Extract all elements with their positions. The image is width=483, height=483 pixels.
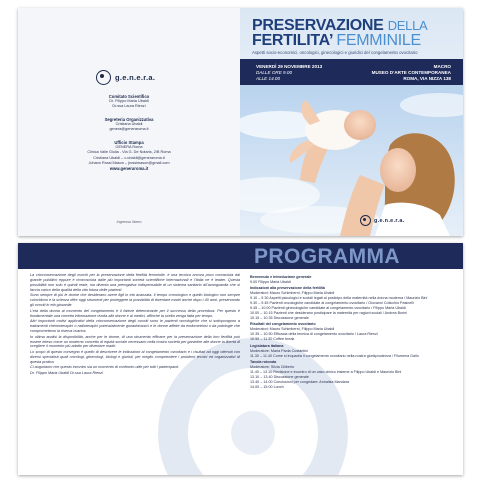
website-link: www.generaroma.it	[109, 166, 149, 172]
schedule-item: 14.00 – 15.00 Lunch	[250, 384, 284, 389]
title-word-preservazione: PRESERVAZIONE	[252, 17, 384, 34]
schedule-item: Moderatore: Silvia Ciliberto	[250, 365, 295, 370]
genera-logo-icon	[360, 215, 371, 226]
intro-paragraph: Lo scopo di questo convegno è quello di descrivere le indicazioni al congelamento ovocitario e i risultati ad oggi ottenuti con diversi specialisti quali oncologi, ginecologi, biologi e giuristi, per meglio comprendere i problemi tecnici ed organizzativi di questa pratica.	[30, 350, 240, 364]
intro-paragraph: L’età della donna al momento del congelamento è il fattore determinante per il successo della procedura. Per questo è fondamentale una corretta informazione rivolta alle donne e ai medici, affinché la scelta venga fatta per tempo.	[30, 308, 240, 318]
title-word-fertilita: FERTILITA’	[252, 32, 333, 49]
inside-left-panel	[18, 8, 240, 236]
intro-paragraph: Ci auguriamo che questo incontro sia un momento di confronto utile per tutti i partecipanti.	[30, 365, 180, 370]
schedule-item: Moderatore: Maria Paola Costantini	[250, 348, 309, 353]
event-venue	[372, 64, 451, 81]
comitato-block	[38, 94, 220, 110]
schedule-item: 9.00 Filippo Maria Ubaldi	[250, 279, 291, 284]
segreteria-block	[38, 117, 220, 133]
schedule-item: 10.50 – 11.30 Coffee break	[250, 337, 295, 342]
ufficio-stampa-line: Clinica Valle Giulia - Via G. De Notaris, 2/B Roma	[87, 150, 171, 155]
ingresso-libero-note: Ingresso libero	[116, 220, 142, 224]
event-date	[256, 64, 322, 81]
ufficio-stampa-heading: Ufficio Stampa	[114, 140, 144, 145]
schedule-item: 10.00 – 10.15 Pazienti che desiderano posticipare la maternità per ragioni sociali / Andrea Borini	[250, 310, 408, 315]
cover-genera-logo	[360, 215, 405, 226]
cover-panel	[240, 8, 463, 236]
segreteria-heading: Segreteria Organizzativa	[104, 117, 154, 122]
intro-paragraph: Dr. Filippo Maria Ubaldi Dr.ssa Laura Rienzi	[30, 371, 103, 376]
schedule-item: 9.10 – 9.30 Aspetti psicologici e sociali legati al posticipo della maternità nella donna moderna / Maurizio Bini	[250, 296, 428, 300]
programma-schedule	[250, 273, 455, 390]
ufficio-stampa-line: Cristiana Ubaldi – c.ubaldi@generaroma.it	[93, 155, 165, 160]
schedule-item: 11.30 – 11.40 Come si inquadra il congelamento ovocitario nella nostra giurisprudenza / Filomena Gallo	[250, 353, 419, 358]
cover-title-line2	[252, 32, 421, 50]
venue-name: MACRO	[433, 64, 451, 69]
intro-paragraph: La crioconservazione degli ovociti per la preservazione della fertilità femminile, è una tecnica ancora poco conosciuta dal grande pubblico eppure è riconosciuta dalle più importanti società scientifiche internazionali e l’Italia ne è leader. Questa possibilità non solo è quindi reale, ma diventa una prerogativa indispensabile di un sistema sanitario all’avanguardia che si faccia carico della qualità della vita futura delle pazienti.	[30, 273, 240, 292]
schedule-item: 9.30 – 9.45 Pazienti oncologiche candidate al congelamento ovocitario / Giovanni Coticchio Pasinelli	[250, 300, 414, 305]
comitato-heading: Comitato Scientifico	[108, 94, 150, 99]
schedule-item: Moderatori: Mauro Schimberni, Filippo Maria Ubaldi	[250, 291, 335, 296]
cover-genera-logo-text: g.e.n.e.r.a.	[374, 217, 405, 224]
comitato-name: Dr. Filippo Maria Ubaldi	[109, 99, 149, 104]
segreteria-line: Cristiana Ubaldi	[115, 122, 143, 127]
schedule-item: 13.40 – 14.00 Conclusioni per congedare: Annalisa Mandara	[250, 380, 350, 385]
brochure-cover-sheet	[18, 8, 463, 236]
ufficio-stampa-block	[38, 140, 220, 171]
cover-subtitle: Aspetti socio-economici, oncologici, ginecologici e giuridici del congelamento ovocitario	[252, 50, 418, 55]
title-word-femminile: FEMMINILE	[336, 32, 421, 49]
schedule-item: 11.40 – 13.10 Revisione e incontro di un caso clinico insieme a Filippo Ubaldi e Maurizio Bini	[250, 370, 402, 375]
intro-paragraph: Sono sempre di più le donne che desiderano avere figli in età avanzata. Il tempo cronologico e quello biologico non sempre coincidono e la scienza offre oggi strumenti per proteggere la possibilità di diventare madri anche dopo i 40 anni, preservando gli ovociti in età giovanile.	[30, 293, 240, 308]
event-date-day: VENERDÌ 29 NOVEMBRE 2013	[256, 64, 323, 69]
mother-baby-photo	[240, 85, 463, 236]
schedule-item: 10.15 – 10.35 Discussione generale	[250, 315, 309, 320]
ufficio-stampa-line: GENERA Roma	[115, 145, 143, 150]
event-time-start: DALLE ORE 9.00	[256, 69, 293, 75]
event-time-end: ALLE 14.00	[256, 75, 281, 81]
title-word-della: DELLA	[387, 18, 428, 33]
ufficio-stampa-line: Johann Rossi Mason – jrossimason@gmail.com	[88, 160, 170, 165]
schedule-section-heading: Legislatura italiana	[250, 343, 284, 348]
schedule-item: 10.35 – 10.50 Efficacia della tecnica di congelamento ovocitario / Laura Rienzi	[250, 332, 378, 337]
schedule-item: Moderatori: Mauro Schimberni, Filippo Maria Ubaldi	[250, 327, 335, 332]
genera-logo-icon	[96, 70, 111, 85]
schedule-section-heading: Indicazioni alla preservazione della fertilità	[250, 286, 325, 291]
programma-introduction	[30, 273, 240, 377]
schedule-section-heading: Benvenuto e Introduzione generale	[250, 274, 312, 279]
segreteria-line: genera@generaroma.it	[109, 127, 149, 132]
venue-museum: MUSEO D’ARTE CONTEMPORANEA	[371, 69, 451, 75]
schedule-section-heading: Risultati del congelamento ovocitario	[250, 322, 316, 327]
genera-logo-text: g.e.n.e.r.a.	[115, 73, 156, 82]
schedule-item: 9.45 – 10.00 Pazienti ginecologiche candidate al congelamento ovocitario / Filippo Maria Ubaldi	[250, 305, 406, 310]
intro-paragraph: Altri importanti motivi applicativi della crioconservazione degli ovociti sono le pazienti oncologiche che si sottopongono a trattamenti chemioterapici o radioterapici potenzialmente gonadotossici e le donne affette da endometriosi o da patologie che compromettono la riserva ovarica.	[30, 319, 240, 334]
schedule-section-heading: Tavola rotonda	[250, 360, 277, 365]
schedule-item: 13.10 – 13.40 Discussione generale	[250, 375, 309, 380]
intro-paragraph: In ultima analisi la disponibilità, anche per le donne, di una strumento efficace per la preservazione della loro fertilità può essere inteso come un moderno concetto di equità sociale necessario nella nostra società per garantire alle donne la libertà di scegliere il momento più adatto per diventare madri.	[30, 334, 240, 349]
genera-logo	[96, 70, 155, 85]
programma-title: PROGRAMMA	[254, 245, 400, 268]
brochure-program-sheet	[18, 243, 463, 475]
comitato-name: Dr.ssa Laura Rienzi	[112, 104, 146, 109]
venue-address: ROMA, VIA NIZZA 138	[403, 75, 451, 81]
